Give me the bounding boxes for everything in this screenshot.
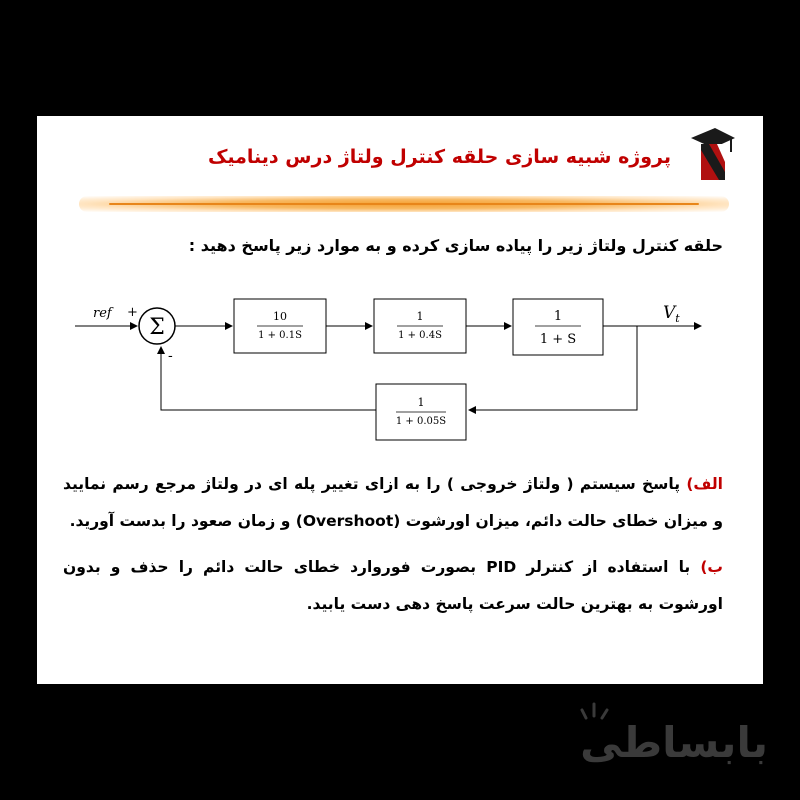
transfer-block-3	[513, 299, 603, 355]
watermark-logo: بابساطی	[580, 718, 768, 767]
transfer-block-1	[234, 299, 326, 353]
input-label: ref	[93, 306, 112, 321]
question-a	[63, 466, 723, 540]
feedback-denominator: 1 + 0.05S	[395, 416, 447, 427]
block-2-numerator: 1	[416, 310, 424, 323]
question-b-text: با استفاده از کنترلر PID بصورت فوروارد خطای حالت دائم را حذف و بدون اورشوت به بهترین حالت سرعت پاسخ دهی دست یابید.	[63, 558, 723, 613]
block-3-numerator: 1	[553, 309, 563, 324]
output-label: $V_t$	[663, 303, 680, 325]
block-diagram	[37, 116, 763, 456]
sum-symbol: Σ	[149, 315, 165, 340]
minus-sign: -	[168, 348, 173, 364]
block-2-denominator: 1 + 0.4S	[398, 330, 442, 341]
slide	[37, 116, 763, 684]
instruction-text: حلقه کنترل ولتاژ زیر را پیاده سازی کرده و به موارد زیر پاسخ دهید :	[188, 236, 723, 255]
feedback-numerator: 1	[417, 396, 425, 409]
question-b	[63, 549, 723, 623]
plus-sign: +	[127, 305, 138, 320]
question-a-label: الف)	[686, 475, 723, 493]
block-1-numerator: 10	[273, 310, 287, 323]
block-1-denominator: 1 + 0.1S	[258, 330, 302, 341]
block-3-denominator: 1 + S	[539, 332, 577, 347]
question-a-text: پاسخ سیستم ( ولتاژ خروجی ) را به ازای تغییر پله ای در ولتاژ مرجع رسم نمایید و میزان خطای حالت دائم، میزان اورشوت (Overshoot) و زمان صعود را بدست آورید.	[63, 475, 723, 530]
slide-title: پروژه شبیه سازی حلقه کنترل ولتاژ درس دینامیک	[207, 146, 671, 168]
feedback-line-left	[161, 347, 376, 410]
transfer-block-2	[374, 299, 466, 353]
feedback-block	[376, 384, 466, 440]
question-b-label: ب)	[700, 558, 723, 576]
